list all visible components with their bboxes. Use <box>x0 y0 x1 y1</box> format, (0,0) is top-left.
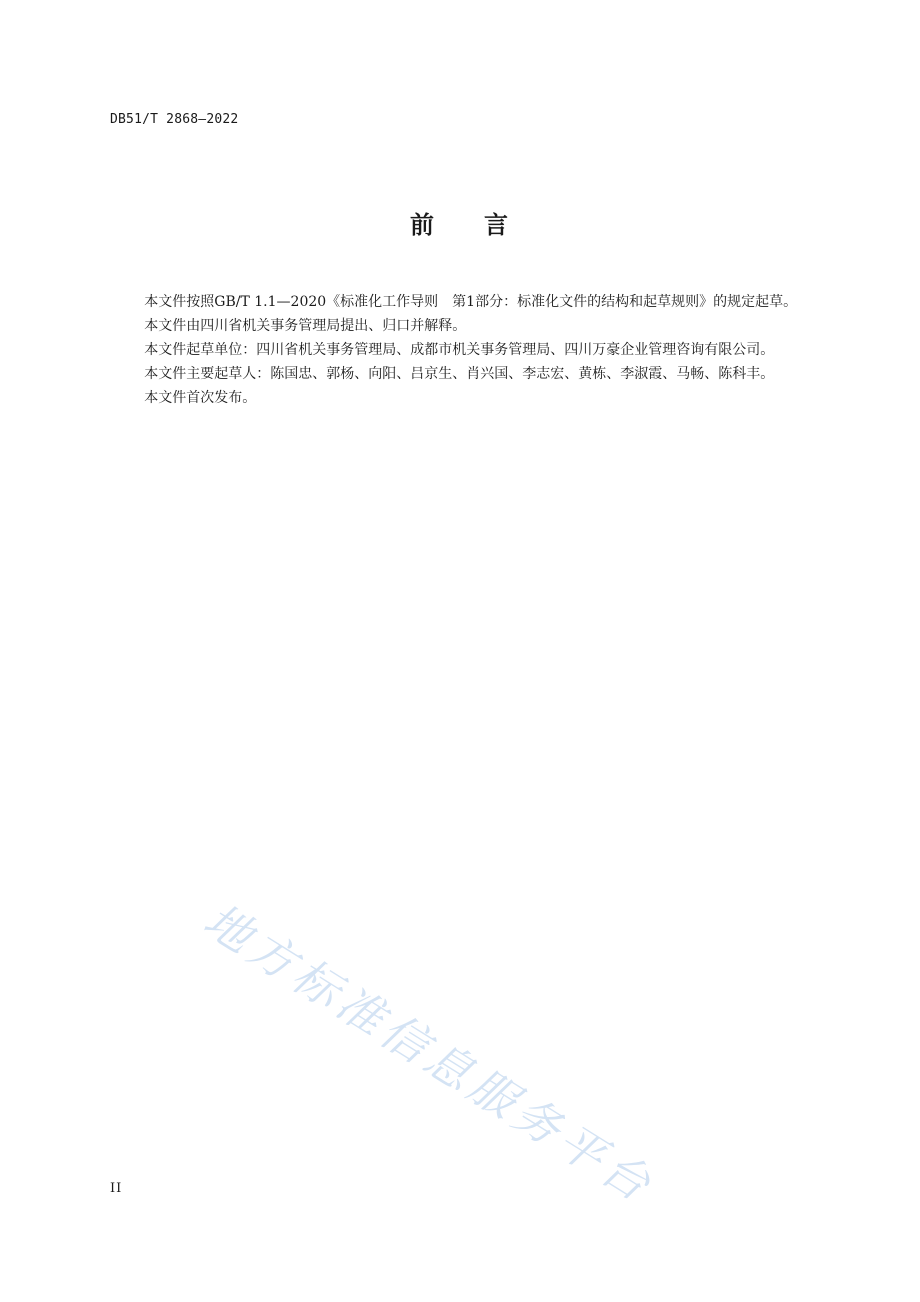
page-number: II <box>110 1181 123 1196</box>
paragraph-first-release: 本文件首次发布。 <box>144 390 257 406</box>
paragraph-drafting-units: 本文件起草单位：四川省机关事务管理局、成都市机关事务管理局、四川万豪企业管理咨询有限公司。 <box>144 342 775 358</box>
watermark: 地方标准信息服务平台 <box>194 892 665 1214</box>
paragraph-drafters: 本文件主要起草人：陈国忠、郭杨、向阳、吕京生、肖兴国、李志宏、黄栋、李淑霞、马畅、陈科丰。 <box>144 366 775 382</box>
paragraph-drafting-rules: 本文件按照GB/T 1.1—2020《标准化工作导则 第1部分：标准化文件的结构和起草规则》的规定起草。 <box>144 294 798 310</box>
page-title <box>0 205 920 240</box>
foreword-body <box>110 290 834 410</box>
document-code: DB51/T 2868—2022 <box>110 112 239 127</box>
title-char-2: 言 <box>484 210 510 239</box>
title-char-1: 前 <box>410 210 436 239</box>
paragraph-proposer: 本文件由四川省机关事务管理局提出、归口并解释。 <box>144 318 467 334</box>
